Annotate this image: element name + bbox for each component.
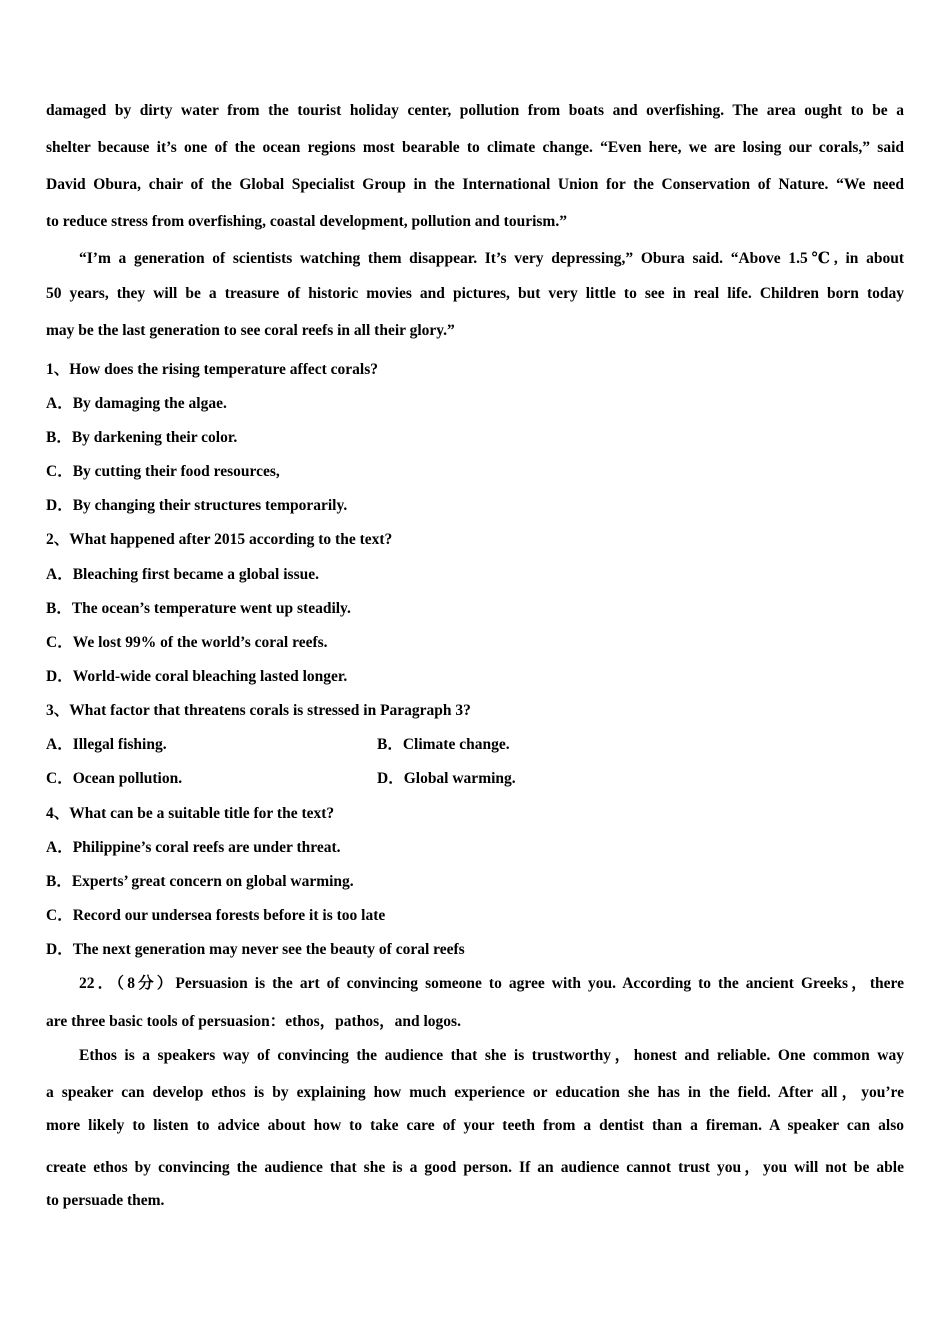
passage-a-p2-line-3: may be the last generation to see coral reefs in all their glory.” — [46, 322, 455, 339]
question-4-option-d — [46, 937, 465, 959]
passage-b-p1-line-1: 22．（8分）Persuasion is the art of convincing someone to agree with you. According to the ancient Greeks，there — [79, 975, 904, 992]
question-2-option-b — [46, 596, 351, 618]
option-letter: D． — [46, 497, 73, 514]
passage-a-p2-line-1: “I’m a generation of scientists watching them disappear. It’s very depressing,” Obura said. “Above 1.5℃, in about — [79, 250, 904, 267]
option-text: Climate change. — [402, 736, 510, 753]
option-text: By cutting their food resources, — [72, 463, 280, 480]
question-1-option-c — [46, 459, 280, 481]
option-text: Illegal fishing. — [72, 736, 167, 753]
option-letter: B． — [46, 600, 72, 617]
option-text: World-wide coral bleaching lasted longer. — [72, 668, 348, 685]
question-2-option-d — [46, 664, 347, 686]
question-4-option-a — [46, 835, 341, 857]
option-letter: B． — [46, 429, 72, 446]
question-2-option-c — [46, 630, 328, 652]
option-letter: C． — [46, 634, 73, 651]
option-text: Ocean pollution. — [72, 770, 183, 787]
option-text: By changing their structures temporarily. — [72, 497, 348, 514]
option-text: Bleaching first became a global issue. — [72, 566, 319, 583]
question-3-stem: 3、What factor that threatens corals is stressed in Paragraph 3? — [46, 702, 471, 719]
option-text: Experts’ great concern on global warming. — [71, 873, 354, 890]
option-text: The ocean’s temperature went up steadily. — [71, 600, 351, 617]
question-2-stem: 2、What happened after 2015 according to the text? — [46, 531, 393, 548]
passage-b-p1-line-2: are three basic tools of persuasion：ethos，pathos，and logos. — [46, 1013, 461, 1030]
passage-a-p1-line-2: shelter because it’s one of the ocean regions most bearable to climate change. “Even here, we are losing our corals,” said — [46, 139, 904, 156]
passage-a-p1-line-3: David Obura, chair of the Global Specialist Group in the International Union for the Conservation of Nature. “We need — [46, 176, 904, 193]
option-letter: A． — [46, 839, 73, 856]
option-text: The next generation may never see the beauty of coral reefs — [72, 941, 465, 958]
passage-b-p2-line-2: a speaker can develop ethos is by explaining how much experience or education she has in the field. After all，you’re — [46, 1084, 904, 1101]
passage-a-p1-line-4: to reduce stress from overfishing, coastal development, pollution and tourism.” — [46, 213, 567, 230]
option-text: Record our undersea forests before it is too late — [72, 907, 386, 924]
question-3-option-d — [377, 766, 516, 788]
option-letter: B． — [46, 873, 72, 890]
question-4-option-c — [46, 903, 385, 925]
option-letter: A． — [46, 566, 73, 583]
option-letter: A． — [46, 395, 73, 412]
option-text: Global warming. — [403, 770, 516, 787]
option-letter: D． — [377, 770, 404, 787]
passage-b-p2-line-5: to persuade them. — [46, 1192, 165, 1209]
question-4-stem: 4、What can be a suitable title for the text? — [46, 805, 335, 822]
option-text: Philippine’s coral reefs are under threat. — [72, 839, 341, 856]
question-1-option-b — [46, 425, 237, 447]
option-text: By darkening their color. — [71, 429, 238, 446]
passage-b-p2-line-4: create ethos by convincing the audience that she is a good person. If an audience cannot trust you，you will not be able — [46, 1159, 904, 1176]
question-3-option-b — [377, 732, 510, 754]
question-1-stem: 1、How does the rising temperature affect corals? — [46, 361, 379, 378]
passage-a-p1-line-1: damaged by dirty water from the tourist holiday center, pollution from boats and overfishing. The area ought to be a — [46, 102, 904, 119]
question-1-option-d — [46, 493, 347, 515]
option-letter: C． — [46, 907, 73, 924]
option-letter: A． — [46, 736, 73, 753]
question-4-option-b — [46, 869, 354, 891]
option-letter: C． — [46, 770, 73, 787]
option-text: By damaging the algae. — [72, 395, 227, 412]
passage-b-p2-line-3: more likely to listen to advice about how to take care of your teeth from a dentist than a fireman. A speaker can also — [46, 1117, 904, 1134]
option-letter: D． — [46, 941, 73, 958]
question-3-option-a — [46, 732, 167, 754]
option-letter: D． — [46, 668, 73, 685]
question-2-option-a — [46, 562, 319, 584]
option-letter: B． — [377, 736, 403, 753]
question-3-option-c — [46, 766, 182, 788]
passage-b-p2-line-1: Ethos is a speakers way of convincing the audience that she is trustworthy，honest and reliable. One common way — [79, 1047, 904, 1064]
option-text: We lost 99% of the world’s coral reefs. — [72, 634, 328, 651]
passage-a-p2-line-2: 50 years, they will be a treasure of historic movies and pictures, but very little to see in real life. Children born today — [46, 285, 904, 302]
option-letter: C． — [46, 463, 73, 480]
question-1-option-a — [46, 391, 227, 413]
